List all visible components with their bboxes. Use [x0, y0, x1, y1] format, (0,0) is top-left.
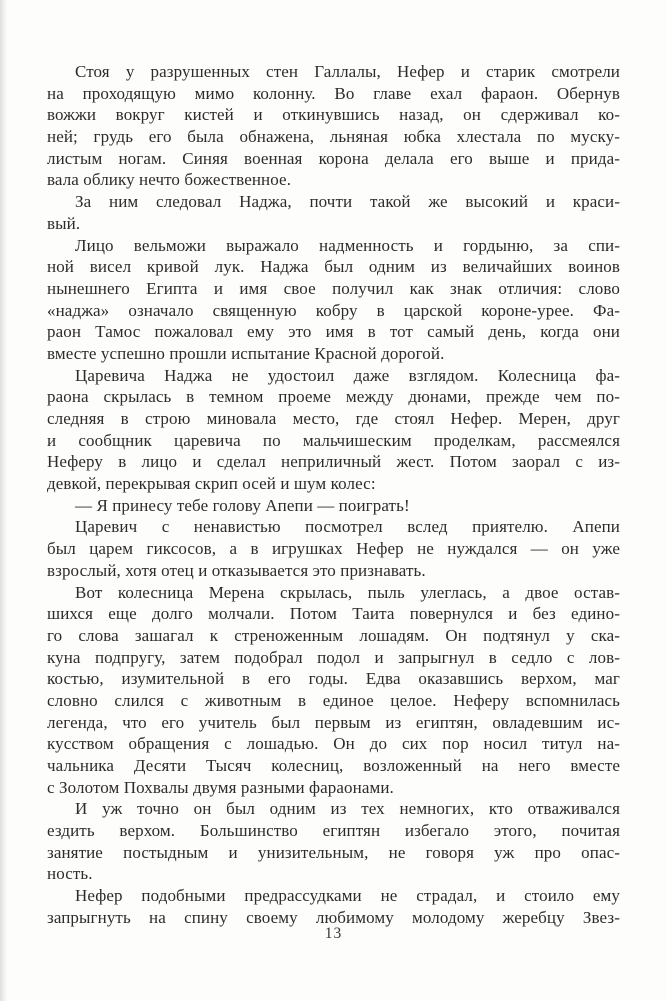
paragraph: [47, 61, 620, 191]
text-line: вожжи вокруг кистей и откинувшись назад, он сдерживал ко-: [47, 105, 620, 125]
text-line: За ним следовал Наджа, почти такой же высокий и краси-: [75, 192, 620, 212]
text-line: взрослый, хотя отец и отказывается это признавать.: [47, 560, 426, 580]
text-line: кусством обращения с лошадью. Он до сих пор носил титул на-: [47, 734, 620, 754]
text-line: Царевича Наджа не удостоил даже взглядом. Колесница фа-: [75, 365, 620, 385]
page-number: 13: [324, 925, 343, 942]
text-line: Вот колесница Мерена скрылась, пыль улеглась, а двое остав-: [75, 582, 620, 602]
text-line: легенда, что его учитель был первым из египтян, овладевшим ис-: [47, 712, 620, 732]
text-line: Царевич с ненавистью посмотрел вслед приятелю. Апепи: [75, 517, 620, 537]
text-line: — Я принесу тебе голову Апепи — поиграть!: [75, 495, 410, 515]
text-line: «наджа» означало священную кобру в царской короне-урее. Фа-: [47, 300, 620, 320]
text-line: Стоя у разрушенных стен Галлалы, Нефер и старик смотрели: [75, 62, 620, 81]
text-line: Неферу в лицо и сделал неприличный жест. Потом заорал с из-: [47, 452, 620, 472]
text-line: с Золотом Похвалы двумя разными фараонами.: [47, 777, 394, 797]
text-line: на проходящую мимо колонну. Во главе ехал фараон. Обернув: [47, 83, 620, 103]
text-line: был царем гиксосов, а в игрушках Нефер не нуждался — он уже: [47, 539, 620, 559]
text-line: вместе успешно прошли испытание Красной дорогой.: [47, 343, 445, 363]
text-line: следняя в строю миновала место, где стоял Нефер. Мерен, друг: [47, 409, 620, 428]
text-line: раона скрылась в темном проеме между дюнами, прежде чем по-: [47, 387, 620, 407]
text-line: раон Тамос пожаловал ему это имя в тот самый день, когда они: [47, 322, 620, 342]
text-line: девкой, перекрывая скрип осей и шум колес:: [47, 474, 376, 494]
text-line: куна подпругу, затем подобрал подол и запрыгнул в седло с лов-: [47, 647, 620, 667]
text-line: ездить верхом. Большинство египтян избегало этого, почитая: [47, 821, 620, 841]
text-line: и сообщник царевича по мальчишеским проделкам, рассмеялся: [47, 430, 620, 450]
text-line: ной висел кривой лук. Наджа был одним из величайших воинов: [47, 257, 620, 277]
paragraph: [47, 235, 620, 365]
text-line: вала облику нечто божественное.: [47, 170, 292, 190]
paragraph: [47, 885, 620, 928]
text-block: [47, 61, 620, 929]
text-line: листым ногам. Синяя военная корона делала его выше и прида-: [47, 148, 620, 168]
text-line: запрыгнуть на спину своему любимому молодому жеребцу Звез-: [47, 907, 620, 927]
text-line: словно слился с животным в единое целое. Неферу вспомнилась: [47, 690, 620, 710]
text-line: Нефер подобными предрассудками не страдал, и стоило ему: [75, 886, 620, 906]
text-line: чальника Десяти Тысяч колесниц, возложенный на него вместе: [47, 756, 620, 775]
paragraph: [47, 495, 620, 517]
text-line: ность.: [47, 864, 93, 884]
paragraph: [47, 798, 620, 885]
paragraph: [47, 365, 620, 495]
paragraph: [47, 582, 620, 799]
paragraph: [47, 191, 620, 234]
text-line: шихся еще долго молчали. Потом Таита повернулся и без едино-: [47, 604, 620, 624]
text-line: костью, изумительной в его годы. Едва оказавшись верхом, маг: [47, 669, 620, 689]
text-line: И уж точно он был одним из тех немногих, кто отваживался: [75, 799, 620, 819]
text-line: вый.: [47, 213, 81, 233]
text-line: Лицо вельможи выражало надменность и гордыню, за спи-: [75, 235, 620, 255]
text-line: нынешнего Египта и имя свое получил как знак отличия: слово: [47, 278, 620, 298]
text-line: занятие постыдным и унизительным, не говоря уж про опас-: [47, 842, 620, 862]
text-line: го слова зашагал к стреноженным лошадям. Он подтянул у ска-: [47, 625, 620, 645]
text-line: ней; грудь его была обнажена, льняная юбка хлестала по муску-: [47, 127, 620, 147]
paragraph: [47, 516, 620, 581]
